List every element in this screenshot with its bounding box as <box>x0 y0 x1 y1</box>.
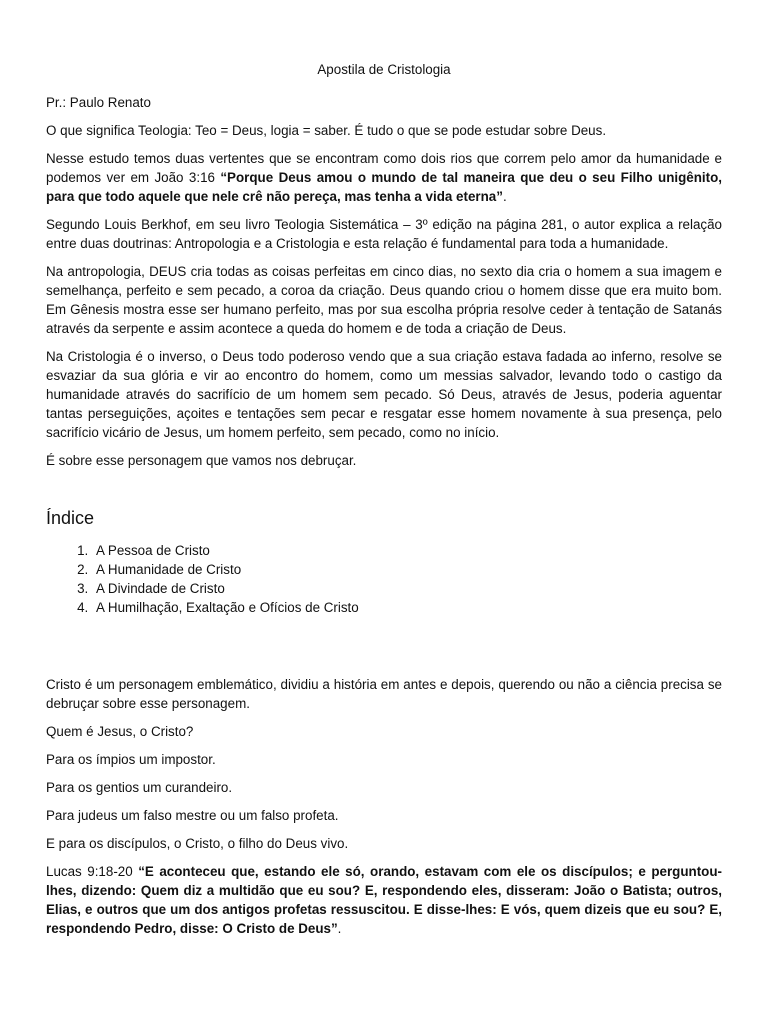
paragraph-joao <box>46 149 722 206</box>
lucas-reference: Lucas 9:18-20 <box>46 864 139 879</box>
paragraph-emblematico: Cristo é um personagem emblemático, dividiu a história em antes e depois, querendo ou não a ciência precisa se debruçar sobre esse personagem. <box>46 677 722 711</box>
paragraph-impios: Para os ímpios um impostor. <box>46 752 216 767</box>
paragraph-judeus: Para judeus um falso mestre ou um falso profeta. <box>46 808 339 823</box>
paragraph-intro: O que significa Teologia: Teo = Deus, logia = saber. É tudo o que se pode estudar sobre Deus. <box>46 123 607 138</box>
author-line: Pr.: Paulo Renato <box>46 95 151 110</box>
paragraph-lucas <box>46 862 722 938</box>
joao-quote: “Porque Deus amou o mundo de tal maneira que deu o seu Filho unigênito, para que todo aquele que nele crê não pereça, mas tenha a vida eterna” <box>46 170 722 204</box>
paragraph-lucas-end: . <box>337 921 342 936</box>
indice-list <box>46 541 722 617</box>
indice-item: 3. A Divindade de Cristo <box>92 579 722 598</box>
paragraph-joao-end: . <box>502 189 507 204</box>
blank-space <box>46 617 722 675</box>
paragraph-gentios: Para os gentios um curandeiro. <box>46 780 233 795</box>
indice-item: 4. A Humilhação, Exaltação e Ofícios de Cristo <box>92 598 722 617</box>
paragraph-personagem: É sobre esse personagem que vamos nos debruçar. <box>46 453 357 468</box>
paragraph-quem-e-jesus: Quem é Jesus, o Cristo? <box>46 724 194 739</box>
lucas-quote: “E aconteceu que, estando ele só, orando, estavam com ele os discípulos; e perguntou-lhes, dizendo: Quem diz a multidão que eu sou? E, respondendo eles, disseram: João o Batista; outros, Elias, e outros que um dos antigos profetas ressuscitou. E disse-lhes: E vós, quem dizeis que eu sou? E, respondendo Pedro, disse: O Cristo de Deus” <box>46 864 722 936</box>
indice-item: 2. A Humanidade de Cristo <box>92 560 722 579</box>
paragraph-joao-text: Nesse estudo temos duas vertentes que se encontram como dois rios que correm pelo amor da humanidade e podemos ver em João 3:16 <box>46 151 722 185</box>
paragraph-berkhof: Segundo Louis Berkhof, em seu livro Teologia Sistemática – 3º edição na página 281, o autor explica a relação entre duas doutrinas: Antropologia e a Cristologia e esta relação é fundamental para toda a humanidade. <box>46 217 722 251</box>
paragraph-antropologia: Na antropologia, DEUS cria todas as coisas perfeitas em cinco dias, no sexto dia cria o homem a sua imagem e semelhança, perfeito e sem pecado, a coroa da criação. Deus quando criou o homem disse que era muito bom. Em Gênesis mostra esse ser humano perfeito, mas por sua escolha própria resolve ceder à tentação de Satanás através da serpente e assim acontece a queda do homem e de toda a criação de Deus. <box>46 264 722 336</box>
indice-heading: Índice <box>46 508 95 528</box>
paragraph-cristologia: Na Cristologia é o inverso, o Deus todo poderoso vendo que a sua criação estava fadada ao inferno, resolve se esvaziar da sua glória e vir ao encontro do homem, como um messias salvador, levando todo o castigo da humanidade através do sacrifício de um homem sem pecado. Só Deus, através de Jesus, poderia aguentar tantas perseguições, açoites e tentações sem pecar e resgatar esse homem novamente à sua presença, pelo sacrifício vicário de Jesus, um homem perfeito, sem pecado, como no início. <box>46 349 722 440</box>
document-title: Apostila de Cristologia <box>317 62 451 77</box>
indice-item: 1. A Pessoa de Cristo <box>92 541 722 560</box>
paragraph-discipulos: E para os discípulos, o Cristo, o filho do Deus vivo. <box>46 836 349 851</box>
